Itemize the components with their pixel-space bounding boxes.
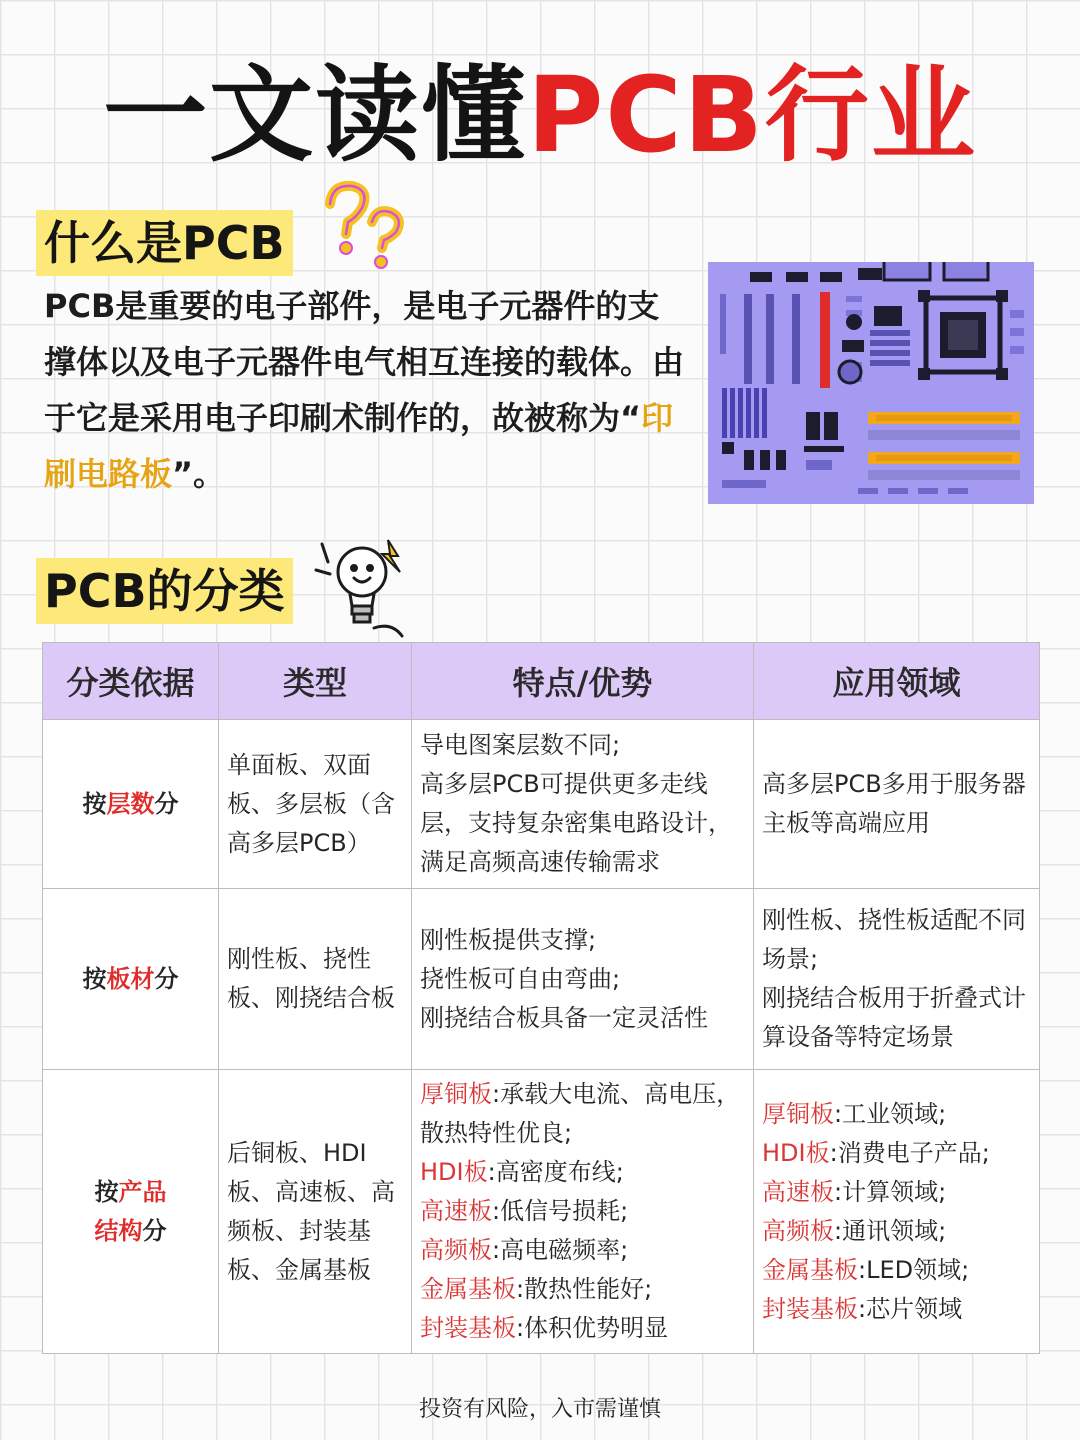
- feature-line: 高多层PCB可提供更多走线层，支持复杂密集电路设计，满足高频高速传输需求: [420, 770, 732, 876]
- type-cell: 刚性板、挠性板、刚挠结合板: [219, 889, 412, 1070]
- col-header-applications: 应用领域: [754, 643, 1040, 720]
- feature-line: HDI板:高密度布线;: [420, 1158, 624, 1186]
- basis-keyword: 产品: [118, 1177, 167, 1206]
- feature-line: 封装基板:体积优势明显: [420, 1314, 669, 1342]
- feature-line: 厚铜板:承载大电流、高电压，散热特性优良;: [420, 1080, 741, 1147]
- basis-keyword: 层数: [106, 789, 155, 818]
- table-row-by-material: [43, 889, 1040, 1070]
- type-cell: 单面板、双面板、多层板（含高多层PCB）: [219, 720, 412, 889]
- col-header-features: 特点/优势: [412, 643, 754, 720]
- application-line: 高频板:通讯领域;: [762, 1216, 947, 1245]
- feature-line: 金属基板:散热性能好;: [420, 1275, 653, 1303]
- col-header-type: 类型: [219, 643, 412, 720]
- basis-keyword: 板材: [106, 964, 155, 993]
- features-cell: [412, 720, 754, 889]
- question-marks-icon: [318, 176, 414, 272]
- motherboard-illustration: [708, 262, 1034, 504]
- table-row-by-layers: [43, 720, 1040, 889]
- table-row-by-structure: [43, 1070, 1040, 1354]
- table-header-row: [43, 643, 1040, 720]
- application-line: 封装基板:芯片领域: [762, 1294, 963, 1323]
- application-line: HDI板:消费电子产品;: [762, 1138, 990, 1167]
- application-line: 刚性板、挠性板适配不同场景;: [762, 906, 1026, 973]
- application-line: 刚挠结合板用于折叠式计算设备等特定场景: [762, 984, 1026, 1051]
- paragraph-highlight: 印刷电路板: [44, 399, 674, 493]
- basis-text: 分: [154, 789, 179, 818]
- application-line: 高多层PCB多用于服务器主板等高端应用: [762, 770, 1026, 837]
- basis-line: [51, 1173, 210, 1212]
- basis-cell: [43, 720, 219, 889]
- basis-keyword: 结构: [94, 1216, 143, 1245]
- col-header-basis: 分类依据: [43, 643, 219, 720]
- basis-text: 分: [142, 1216, 167, 1245]
- application-line: 厚铜板:工业领域;: [762, 1099, 947, 1128]
- feature-line: 高频板:高电磁频率;: [420, 1236, 629, 1264]
- feature-line: 导电图案层数不同;: [420, 731, 621, 759]
- basis-cell: [43, 889, 219, 1070]
- section-heading-pcb-classification: PCB的分类: [36, 558, 293, 624]
- basis-line: [51, 1212, 210, 1251]
- feature-line: 刚挠结合板具备一定灵活性: [420, 1003, 708, 1032]
- lightbulb-icon: [312, 532, 412, 640]
- title-part-red: PCB行业: [527, 54, 977, 176]
- basis-text: 按: [94, 1177, 119, 1206]
- features-cell: [412, 1070, 754, 1354]
- type-cell: 后铜板、HDI板、高速板、高频板、封装基板、金属基板: [219, 1070, 412, 1354]
- basis-text: 按: [82, 964, 107, 993]
- applications-cell: [754, 889, 1040, 1070]
- application-line: 高速板:计算领域;: [762, 1177, 947, 1206]
- paragraph-end: ”。: [172, 455, 226, 493]
- applications-cell: [754, 1070, 1040, 1354]
- basis-text: 按: [82, 789, 107, 818]
- feature-line: 高速板:低信号损耗;: [420, 1197, 629, 1225]
- section-heading-what-is-pcb: 什么是PCB: [36, 210, 293, 276]
- page-title: [0, 55, 1080, 175]
- features-cell: [412, 889, 754, 1070]
- pcb-classification-table: [42, 642, 1040, 1354]
- applications-cell: [754, 720, 1040, 889]
- feature-line: 刚性板提供支撑;: [420, 925, 597, 954]
- risk-disclaimer: 投资有风险，入市需谨慎: [418, 1397, 661, 1422]
- pcb-definition-paragraph: [44, 278, 684, 502]
- application-line: 金属基板:LED领域;: [762, 1255, 970, 1284]
- basis-cell: [43, 1070, 219, 1354]
- feature-line: 挠性板可自由弯曲;: [420, 964, 621, 993]
- paragraph-text: PCB是重要的电子部件，是电子元器件的支撑体以及电子元器件电气相互连接的载体。由于它是采用电子印刷术制作的，故被称为“: [44, 287, 685, 437]
- basis-text: 分: [154, 964, 179, 993]
- title-part-black: 一文读懂: [103, 54, 528, 176]
